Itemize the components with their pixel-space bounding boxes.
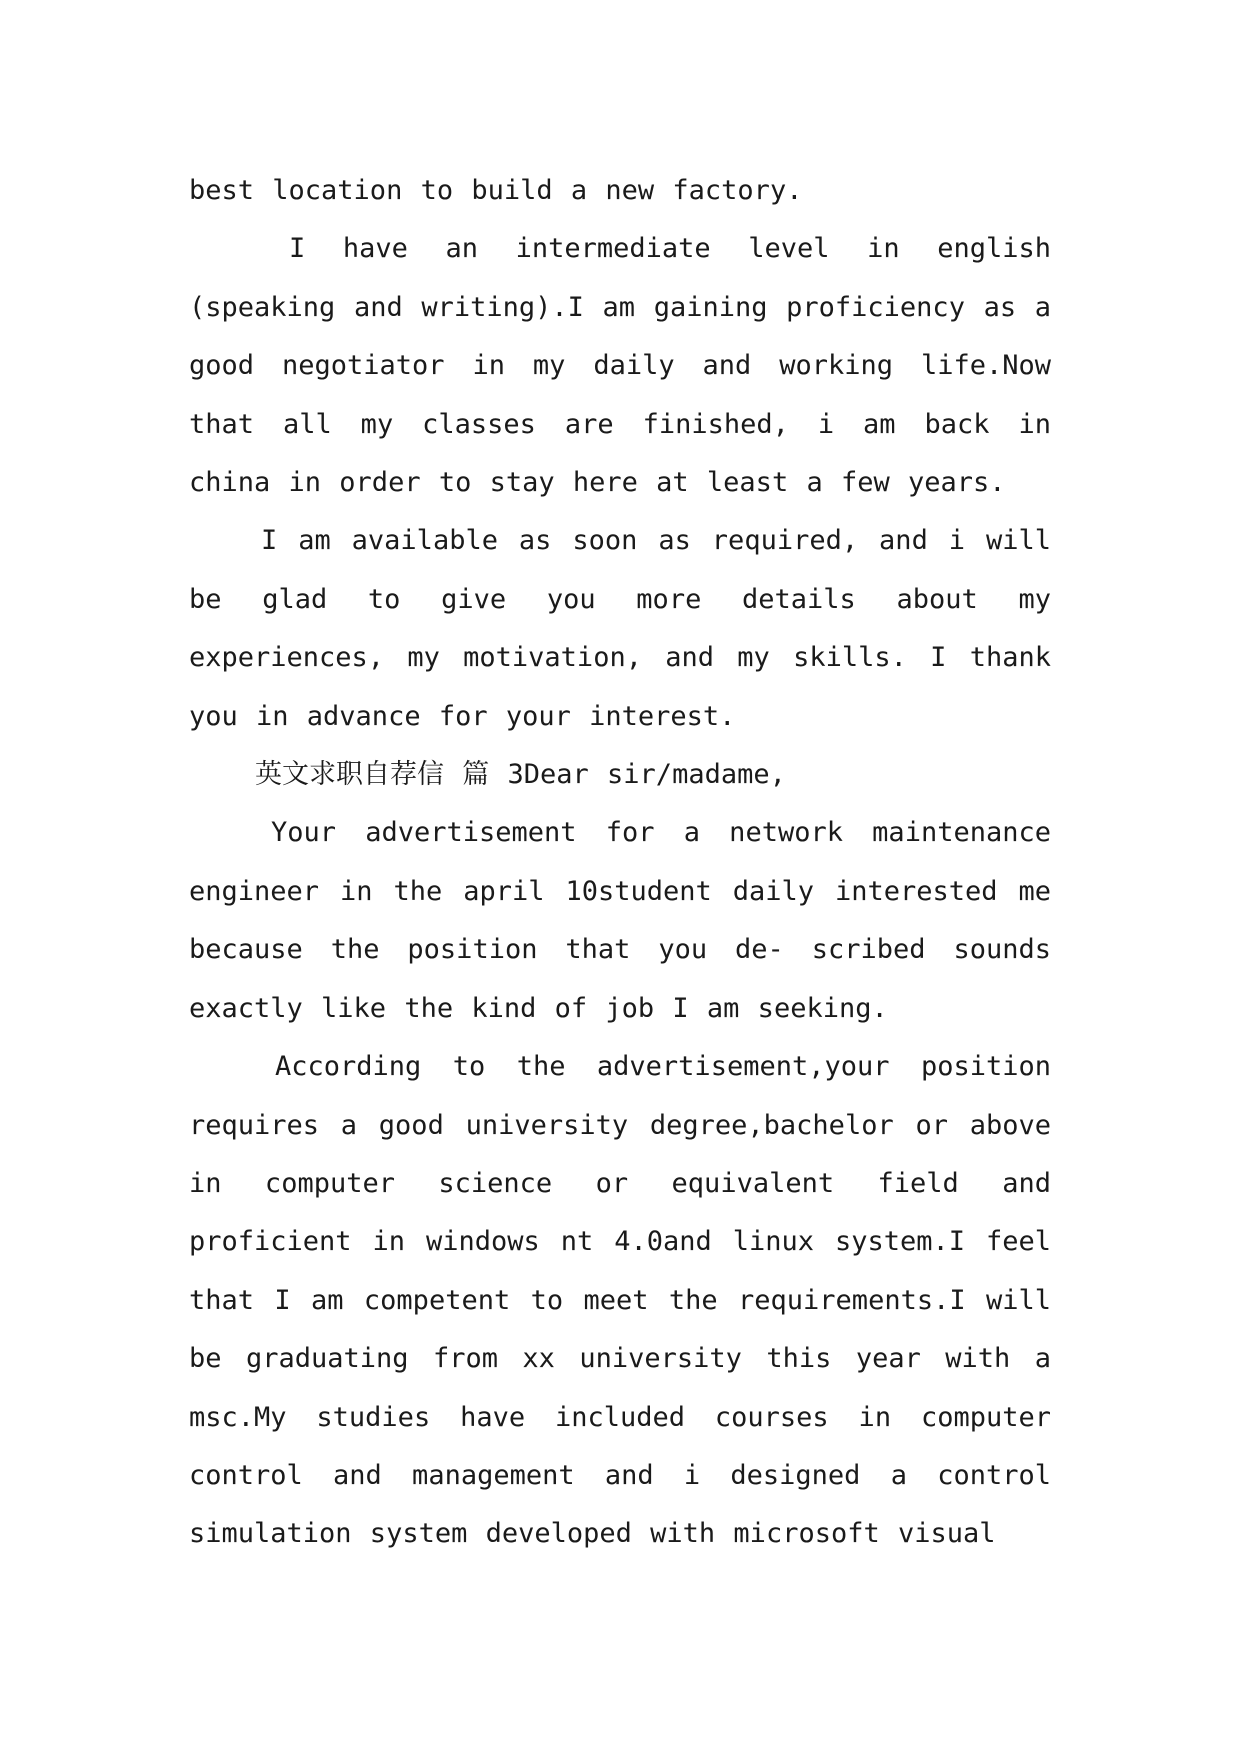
letter-heading-salutation: 英文求职自荐信 篇 3Dear sir/madame, <box>255 759 786 791</box>
paragraph-continuation: best location to build a new factory. <box>189 175 803 206</box>
paragraph-advertisement: Your advertisement for a network maintenance engineer in the april 10student daily interested me because the position that you de- scribed sounds exactly like the kind of job I am seeking. <box>189 817 1051 1024</box>
letter-body <box>189 162 1051 1564</box>
paragraph-english-level: I have an intermediate level in english (speaking and writing).I am gaining proficiency as a good negotiator in my daily and working life.Now that all my classes are finished, i am back in china in order to stay here at least a few years. <box>189 233 1051 499</box>
paragraph-requirements: According to the advertisement,your position requires a good university degree,bachelor or above in computer science or equivalent field and proficient in windows nt 4.0and linux system.I feel that I am competent to meet the requirements.I will be graduating from xx university this year with a msc.My studies have included courses in computer control and management and i designed a control simulation system developed with microsoft visual <box>189 1051 1051 1550</box>
paragraph-availability: I am available as soon as required, and i will be glad to give you more details about my experiences, my motivation, and my skills. I thank you in advance for your interest. <box>189 525 1051 732</box>
